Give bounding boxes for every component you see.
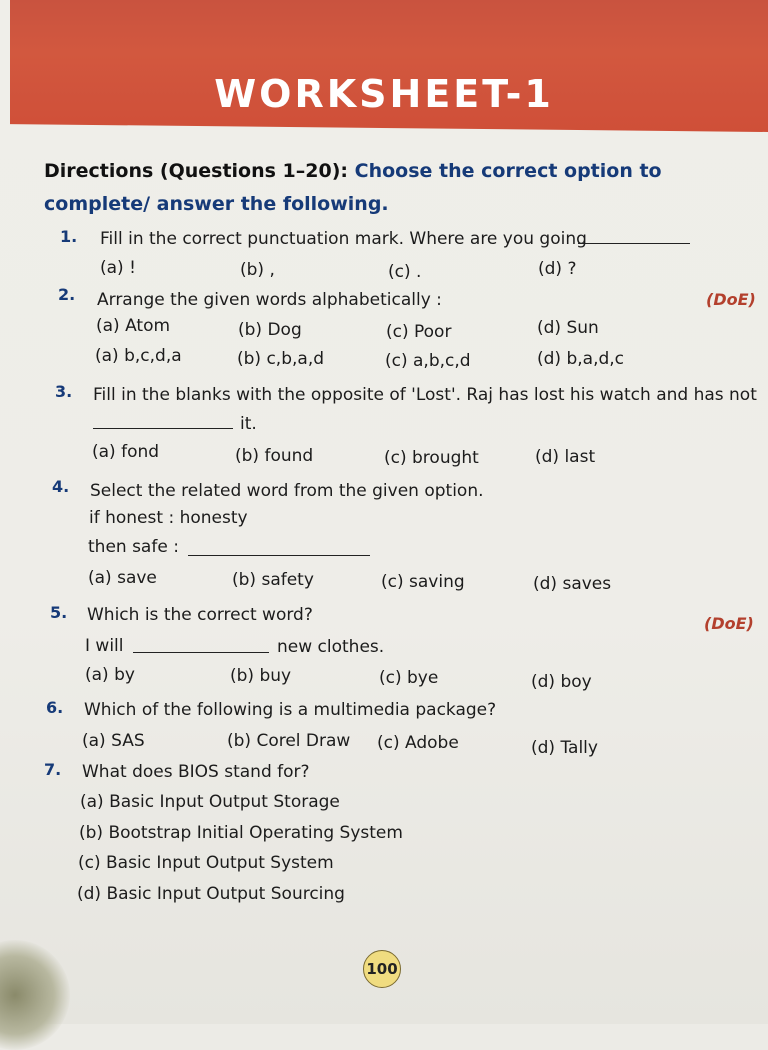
doe-tag: (DoE) <box>704 614 754 633</box>
question-text: Arrange the given words alphabetically : <box>97 290 442 310</box>
option-c: (c) Poor <box>386 322 452 342</box>
option-a: (a) Atom <box>96 316 171 336</box>
question-number: 1. <box>60 227 78 246</box>
question-text-line2: it. <box>240 414 257 434</box>
directions-lead: Directions (Questions 1–20): <box>44 160 348 182</box>
option-c: (c) bye <box>379 668 439 688</box>
option-d: (d) last <box>535 447 596 467</box>
question-text-line2: if honest : honesty <box>89 508 248 528</box>
option-a: (a) fond <box>92 442 160 462</box>
question-text: Fill in the blanks with the opposite of 'Lost'. Raj has lost his watch and has not <box>93 385 757 405</box>
option-b: (b) , <box>240 260 275 280</box>
question-text-line3: then safe : <box>88 537 179 557</box>
question-text: Which is the correct word? <box>87 605 313 625</box>
option-c: (c) brought <box>384 448 479 468</box>
option-d: (d) Tally <box>531 738 598 758</box>
directions-text: Choose the correct option to complete/ answer the following. <box>44 160 662 215</box>
option-b: (b) safety <box>232 570 314 590</box>
question-number: 3. <box>55 382 73 401</box>
option-a: (a) ! <box>100 258 136 278</box>
option-b: (b) Dog <box>238 320 302 340</box>
option-b: (b) Bootstrap Initial Operating System <box>79 823 403 843</box>
answer-blank <box>93 428 233 429</box>
question-text-line2-end: new clothes. <box>277 637 385 657</box>
option-d: (d) saves <box>533 574 612 594</box>
option-b: (b) found <box>235 446 314 466</box>
worksheet-title: WORKSHEET-1 <box>214 72 554 116</box>
option-b: (b) buy <box>230 666 292 686</box>
question-number: 7. <box>44 760 62 779</box>
option-d: (d) b,a,d,c <box>537 349 625 369</box>
question-number: 2. <box>58 285 76 304</box>
option-a: (a) b,c,d,a <box>95 346 182 366</box>
option-a: (a) save <box>88 568 157 588</box>
option-c: (c) Adobe <box>377 733 459 753</box>
option-c: (c) a,b,c,d <box>385 351 471 371</box>
option-d: (d) boy <box>531 672 592 692</box>
option-d: (d) Basic Input Output Sourcing <box>77 884 345 904</box>
option-d: (d) Sun <box>537 318 599 338</box>
question-number: 5. <box>50 603 68 622</box>
question-number: 6. <box>46 698 64 717</box>
directions <box>44 155 754 221</box>
question-text: What does BIOS stand for? <box>82 762 310 782</box>
answer-blank <box>133 652 269 653</box>
doe-tag: (DoE) <box>706 290 756 309</box>
question-text: Select the related word from the given option. <box>90 481 484 501</box>
option-b: (b) c,b,a,d <box>237 349 325 369</box>
option-a: (a) by <box>85 665 135 685</box>
option-d: (d) ? <box>538 259 577 279</box>
question-text-line2: I will <box>85 636 124 656</box>
question-text: Which of the following is a multimedia package? <box>84 700 497 720</box>
option-a: (a) Basic Input Output Storage <box>80 792 340 812</box>
question-text: Fill in the correct punctuation mark. Where are you going <box>100 229 587 249</box>
option-c: (c) saving <box>381 572 465 592</box>
answer-blank <box>188 555 370 556</box>
option-b: (b) Corel Draw <box>227 731 351 751</box>
page-number: 100 <box>363 950 401 988</box>
option-c: (c) . <box>388 262 422 282</box>
corner-shadow <box>0 940 70 1050</box>
option-a: (a) SAS <box>82 731 145 751</box>
question-number: 4. <box>52 477 70 496</box>
option-c: (c) Basic Input Output System <box>78 853 334 873</box>
answer-blank <box>578 243 690 244</box>
